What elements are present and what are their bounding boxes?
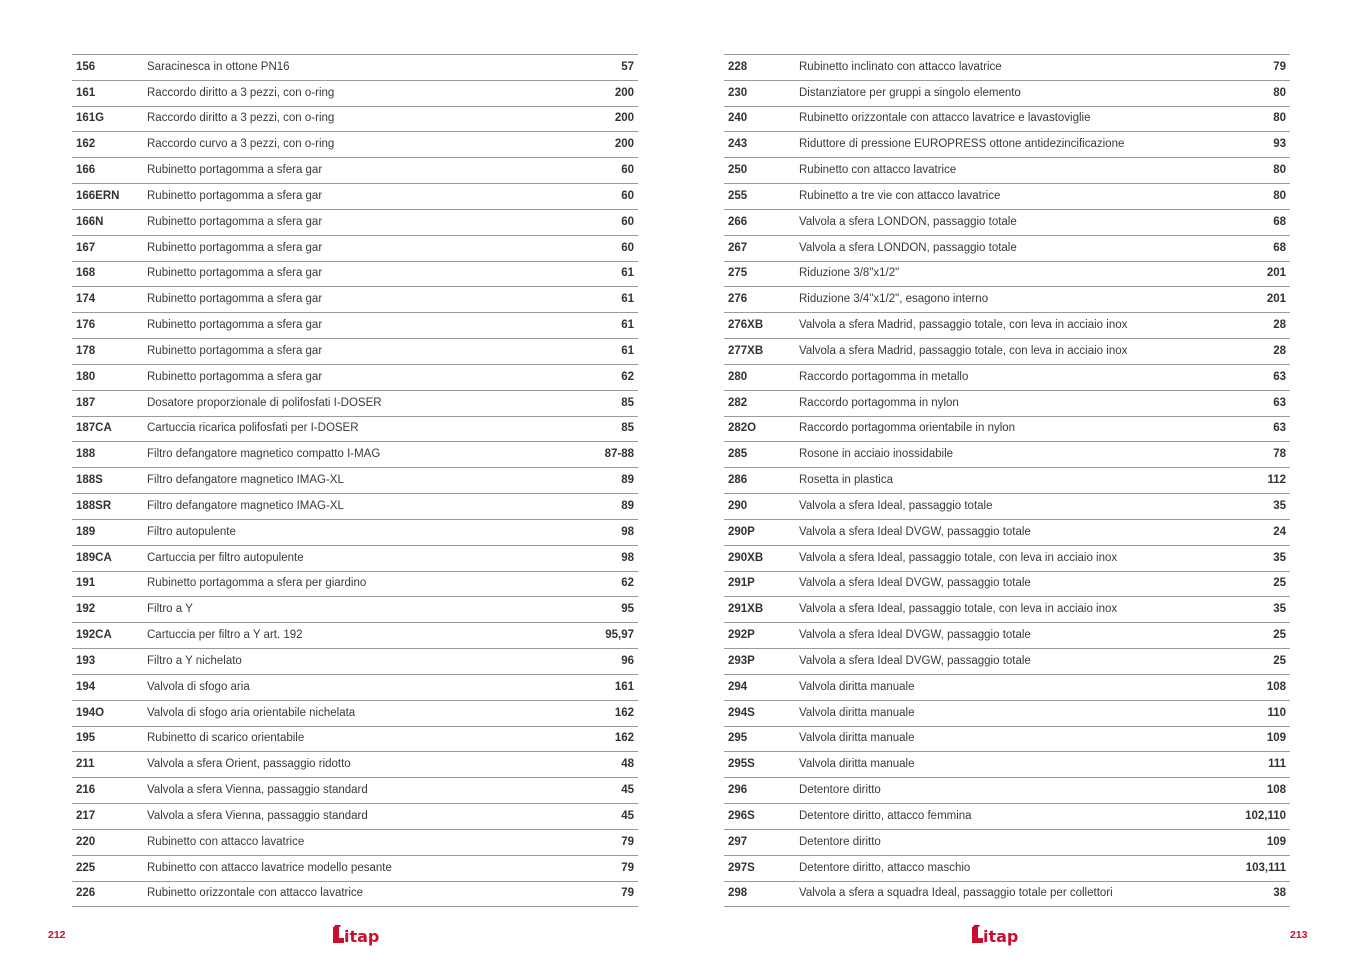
article-page: 25 [1273, 629, 1286, 642]
article-page: 48 [621, 758, 634, 771]
article-description: Rubinetto portagomma a sfera gar [147, 189, 323, 202]
article-page: 95,97 [605, 629, 634, 642]
article-page: 80 [1273, 189, 1286, 202]
table-row [724, 365, 1290, 391]
article-code: 176 [76, 319, 96, 332]
article-code: 296 [728, 784, 748, 797]
article-description: Riduttore di pressione EUROPRESS ottone antidezincificazione [799, 138, 1125, 151]
page-number-right: 213 [1290, 929, 1308, 941]
article-page: 103,111 [1245, 861, 1286, 874]
article-page: 85 [621, 396, 634, 409]
table-row [72, 494, 638, 520]
article-description: Valvola a sfera Madrid, passaggio totale, con leva in acciaio inox [799, 344, 1128, 357]
article-code: 187 [76, 396, 96, 409]
article-page: 87-88 [604, 448, 634, 461]
article-page: 68 [1273, 241, 1286, 254]
table-row [724, 210, 1290, 236]
table-row [724, 81, 1290, 107]
article-page: 79 [621, 861, 634, 874]
article-description: Filtro defangatore magnetico compatto I-MAG [147, 448, 381, 461]
article-code: 187CA [76, 422, 112, 435]
article-code: 297S [728, 861, 755, 874]
article-page: 80 [1273, 112, 1286, 125]
article-page: 35 [1273, 603, 1286, 616]
table-row [724, 752, 1290, 778]
article-description: Raccordo portagomma orientabile in nylon [799, 422, 1016, 435]
article-page: 79 [621, 887, 634, 900]
article-description: Rubinetto con attacco lavatrice [799, 164, 957, 177]
article-page: 63 [1273, 396, 1286, 409]
article-code: 188S [76, 474, 103, 487]
article-code: 295 [728, 732, 748, 745]
table-row [72, 55, 638, 81]
table-row [72, 442, 638, 468]
article-page: 162 [614, 706, 634, 719]
article-description: Rubinetto orizzontale con attacco lavatrice [147, 887, 364, 900]
article-code: 194 [76, 680, 96, 693]
table-row [724, 236, 1290, 262]
article-description: Filtro defangatore magnetico IMAG-XL [147, 499, 344, 512]
article-page: 61 [621, 344, 634, 357]
article-description: Filtro a Y nichelato [147, 654, 242, 667]
table-row [724, 856, 1290, 882]
article-description: Valvola a sfera Vienna, passaggio standard [147, 809, 368, 822]
article-code: 291XB [728, 603, 764, 616]
article-page: 95 [621, 603, 634, 616]
table-row [724, 830, 1290, 856]
article-description: Rubinetto di scarico orientabile [147, 732, 305, 745]
article-description: Valvola diritta manuale [799, 732, 915, 745]
article-description: Rosone in acciaio inossidabile [799, 448, 954, 461]
article-description: Valvola a sfera LONDON, passaggio totale [799, 241, 1017, 254]
article-code: 250 [728, 164, 748, 177]
article-code: 216 [76, 784, 96, 797]
article-description: Rubinetto a tre vie con attacco lavatrice [799, 189, 1001, 202]
article-page: 63 [1273, 422, 1286, 435]
article-description: Rubinetto portagomma a sfera gar [147, 319, 323, 332]
article-description: Raccordo portagomma in metallo [799, 370, 969, 383]
article-code: 266 [728, 215, 748, 228]
article-code: 178 [76, 344, 96, 357]
table-row [724, 442, 1290, 468]
article-description: Valvola a sfera Ideal, passaggio totale [799, 499, 993, 512]
article-code: 294S [728, 706, 755, 719]
article-description: Filtro autopulente [147, 525, 236, 538]
article-page: 89 [621, 474, 634, 487]
table-row [724, 287, 1290, 313]
table-row [724, 339, 1290, 365]
article-page: 28 [1273, 319, 1286, 332]
article-page: 162 [614, 732, 634, 745]
table-row [724, 520, 1290, 546]
table-row [72, 727, 638, 753]
article-page: 102,110 [1245, 809, 1286, 822]
article-description: Filtro a Y [147, 603, 193, 616]
article-page: 68 [1273, 215, 1286, 228]
table-row [724, 546, 1290, 572]
article-code: 297 [728, 835, 748, 848]
article-page: 45 [621, 809, 634, 822]
page-number-left: 212 [48, 929, 66, 941]
article-code: 162 [76, 138, 96, 151]
article-code: 156 [76, 60, 96, 73]
table-row [72, 417, 638, 443]
article-page: 98 [621, 525, 634, 538]
article-page: 200 [614, 112, 634, 125]
table-row [724, 107, 1290, 133]
table-row [724, 882, 1290, 908]
article-description: Valvola a sfera Ideal DVGW, passaggio totale [799, 525, 1031, 538]
article-code: 192 [76, 603, 96, 616]
article-code: 166 [76, 164, 96, 177]
article-page: 28 [1273, 344, 1286, 357]
article-description: Rubinetto con attacco lavatrice [147, 835, 305, 848]
table-row [724, 132, 1290, 158]
article-page: 201 [1266, 293, 1286, 306]
article-page: 98 [621, 551, 634, 564]
article-code: 294 [728, 680, 748, 693]
article-code: 189CA [76, 551, 112, 564]
logo-wordmark: itap [344, 927, 380, 946]
article-description: Valvola a sfera Ideal DVGW, passaggio totale [799, 629, 1031, 642]
article-code: 230 [728, 86, 748, 99]
article-description: Rubinetto con attacco lavatrice modello pesante [147, 861, 392, 874]
article-code: 166N [76, 215, 104, 228]
table-row [72, 882, 638, 908]
table-row [72, 856, 638, 882]
article-page: 110 [1267, 706, 1286, 719]
article-page: 109 [1266, 835, 1286, 848]
article-page: 89 [621, 499, 634, 512]
article-description: Raccordo diritto a 3 pezzi, con o-ring [147, 112, 335, 125]
article-description: Valvola di sfogo aria [147, 680, 250, 693]
index-table-left [72, 54, 638, 907]
article-code: 220 [76, 835, 96, 848]
article-description: Valvola a sfera Ideal DVGW, passaggio totale [799, 577, 1031, 590]
article-code: 226 [76, 887, 96, 900]
table-row [72, 752, 638, 778]
itap-logo-icon [970, 924, 1026, 946]
table-row [724, 727, 1290, 753]
table-row [72, 597, 638, 623]
table-row [72, 184, 638, 210]
article-page: 60 [621, 164, 634, 177]
article-page: 80 [1273, 164, 1286, 177]
article-description: Valvola a sfera a squadra Ideal, passaggio totale per collettori [799, 887, 1113, 900]
article-description: Raccordo curvo a 3 pezzi, con o-ring [147, 138, 335, 151]
article-description: Rosetta in plastica [799, 474, 893, 487]
table-row [724, 804, 1290, 830]
table-row [72, 81, 638, 107]
table-row [724, 778, 1290, 804]
article-page: 79 [621, 835, 634, 848]
table-row [724, 313, 1290, 339]
article-code: 180 [76, 370, 96, 383]
article-description: Valvola a sfera Ideal, passaggio totale, con leva in acciaio inox [799, 603, 1118, 616]
table-row [724, 623, 1290, 649]
article-page: 61 [621, 293, 634, 306]
article-code: 280 [728, 370, 748, 383]
article-code: 291P [728, 577, 755, 590]
table-row [72, 520, 638, 546]
article-description: Raccordo portagomma in nylon [799, 396, 959, 409]
article-page: 62 [621, 577, 634, 590]
article-page: 112 [1267, 474, 1286, 487]
table-row [724, 572, 1290, 598]
article-page: 62 [621, 370, 634, 383]
article-code: 290 [728, 499, 748, 512]
article-description: Valvola a sfera Vienna, passaggio standard [147, 784, 368, 797]
article-code: 168 [76, 267, 96, 280]
article-page: 79 [1273, 60, 1286, 73]
table-row [72, 132, 638, 158]
article-page: 108 [1266, 784, 1286, 797]
table-row [72, 210, 638, 236]
article-description: Raccordo diritto a 3 pezzi, con o-ring [147, 86, 335, 99]
article-description: Detentore diritto, attacco maschio [799, 861, 971, 874]
table-row [724, 391, 1290, 417]
article-code: 276 [728, 293, 748, 306]
article-description: Filtro defangatore magnetico IMAG-XL [147, 474, 344, 487]
article-description: Valvola a sfera Ideal DVGW, passaggio totale [799, 654, 1031, 667]
article-code: 290XB [728, 551, 764, 564]
article-description: Rubinetto inclinato con attacco lavatrice [799, 60, 1002, 73]
article-code: 296S [728, 809, 755, 822]
article-description: Detentore diritto, attacco femmina [799, 809, 972, 822]
article-description: Rubinetto portagomma a sfera gar [147, 215, 323, 228]
article-code: 282 [728, 396, 748, 409]
article-code: 228 [728, 60, 748, 73]
article-code: 188SR [76, 499, 112, 512]
table-row [72, 391, 638, 417]
article-description: Distanziatore per gruppi a singolo elemento [799, 86, 1021, 99]
article-code: 292P [728, 629, 755, 642]
table-row [72, 365, 638, 391]
article-code: 282O [728, 422, 757, 435]
article-code: 194O [76, 706, 105, 719]
article-description: Valvola diritta manuale [799, 758, 915, 771]
table-row [724, 55, 1290, 81]
article-code: 298 [728, 887, 748, 900]
table-row [72, 287, 638, 313]
article-code: 193 [76, 654, 96, 667]
article-page: 45 [621, 784, 634, 797]
article-code: 167 [76, 241, 96, 254]
article-code: 293P [728, 654, 755, 667]
article-code: 267 [728, 241, 748, 254]
article-description: Rubinetto portagomma a sfera gar [147, 164, 323, 177]
article-description: Riduzione 3/8"x1/2" [799, 267, 900, 280]
article-description: Valvola diritta manuale [799, 680, 915, 693]
article-page: 96 [621, 654, 634, 667]
article-description: Dosatore proporzionale di polifosfati I-DOSER [147, 396, 382, 409]
article-description: Rubinetto portagomma a sfera gar [147, 344, 323, 357]
table-row [72, 572, 638, 598]
article-description: Detentore diritto [799, 835, 881, 848]
article-description: Valvola a sfera Orient, passaggio ridotto [147, 758, 351, 771]
article-page: 60 [621, 215, 634, 228]
article-page: 108 [1266, 680, 1286, 693]
article-description: Valvola a sfera Madrid, passaggio totale, con leva in acciaio inox [799, 319, 1128, 332]
table-row [72, 107, 638, 133]
table-row [72, 623, 638, 649]
article-description: Valvola di sfogo aria orientabile nichelata [147, 706, 356, 719]
article-page: 63 [1273, 370, 1286, 383]
article-code: 286 [728, 474, 748, 487]
table-row [72, 339, 638, 365]
article-page: 61 [621, 267, 634, 280]
table-row [72, 468, 638, 494]
article-page: 60 [621, 241, 634, 254]
article-page: 38 [1273, 887, 1286, 900]
article-page: 109 [1266, 732, 1286, 745]
article-description: Riduzione 3/4"x1/2", esagono interno [799, 293, 989, 306]
article-code: 188 [76, 448, 96, 461]
article-description: Detentore diritto [799, 784, 881, 797]
article-code: 275 [728, 267, 748, 280]
table-row [72, 313, 638, 339]
table-row [72, 262, 638, 288]
table-row [72, 675, 638, 701]
article-code: 225 [76, 861, 96, 874]
table-row [72, 804, 638, 830]
table-row [72, 830, 638, 856]
article-page: 25 [1273, 577, 1286, 590]
article-page: 85 [621, 422, 634, 435]
article-page: 61 [621, 319, 634, 332]
article-description: Valvola a sfera Ideal, passaggio totale, con leva in acciaio inox [799, 551, 1118, 564]
article-code: 295S [728, 758, 755, 771]
article-page: 200 [614, 86, 634, 99]
article-description: Valvola diritta manuale [799, 706, 915, 719]
article-page: 60 [621, 189, 634, 202]
article-code: 285 [728, 448, 748, 461]
article-code: 277XB [728, 344, 764, 357]
article-code: 195 [76, 732, 96, 745]
table-row [724, 158, 1290, 184]
table-row [72, 778, 638, 804]
article-description: Rubinetto orizzontale con attacco lavatrice e lavastoviglie [799, 112, 1091, 125]
article-page: 200 [614, 138, 634, 151]
article-description: Rubinetto portagomma a sfera gar [147, 370, 323, 383]
article-description: Rubinetto portagomma a sfera per giardino [147, 577, 367, 590]
table-row [724, 417, 1290, 443]
article-code: 217 [76, 809, 96, 822]
article-page: 35 [1273, 499, 1286, 512]
article-page: 111 [1268, 758, 1286, 771]
article-code: 161 [76, 86, 96, 99]
table-row [72, 649, 638, 675]
table-row [72, 236, 638, 262]
article-page: 24 [1273, 525, 1286, 538]
article-page: 57 [621, 60, 634, 73]
table-row [72, 158, 638, 184]
table-row [724, 649, 1290, 675]
article-description: Rubinetto portagomma a sfera gar [147, 293, 323, 306]
itap-logo-icon [331, 924, 387, 946]
article-description: Saracinesca in ottone PN16 [147, 60, 290, 73]
article-page: 80 [1273, 86, 1286, 99]
article-code: 174 [76, 293, 96, 306]
article-code: 276XB [728, 319, 764, 332]
article-code: 192CA [76, 629, 112, 642]
table-row [724, 494, 1290, 520]
article-page: 93 [1273, 138, 1286, 151]
article-code: 240 [728, 112, 748, 125]
table-row [724, 184, 1290, 210]
article-page: 35 [1273, 551, 1286, 564]
article-description: Cartuccia per filtro a Y art. 192 [147, 629, 303, 642]
table-row [724, 468, 1290, 494]
article-code: 255 [728, 189, 748, 202]
index-table-right [724, 54, 1290, 907]
article-code: 243 [728, 138, 748, 151]
article-code: 211 [76, 758, 95, 771]
article-code: 166ERN [76, 189, 120, 202]
article-page: 161 [614, 680, 634, 693]
article-code: 189 [76, 525, 96, 538]
article-code: 191 [76, 577, 96, 590]
article-description: Valvola a sfera LONDON, passaggio totale [799, 215, 1017, 228]
table-row [724, 701, 1290, 727]
article-page: 78 [1273, 448, 1286, 461]
article-code: 290P [728, 525, 755, 538]
table-row [724, 597, 1290, 623]
article-page: 201 [1266, 267, 1286, 280]
logo-wordmark: itap [983, 927, 1019, 946]
article-description: Cartuccia ricarica polifosfati per I-DOSER [147, 422, 359, 435]
article-description: Cartuccia per filtro autopulente [147, 551, 304, 564]
table-row [72, 546, 638, 572]
table-row [724, 262, 1290, 288]
article-description: Rubinetto portagomma a sfera gar [147, 267, 323, 280]
table-row [72, 701, 638, 727]
table-row [724, 675, 1290, 701]
article-code: 161G [76, 112, 105, 125]
article-page: 25 [1273, 654, 1286, 667]
article-description: Rubinetto portagomma a sfera gar [147, 241, 323, 254]
